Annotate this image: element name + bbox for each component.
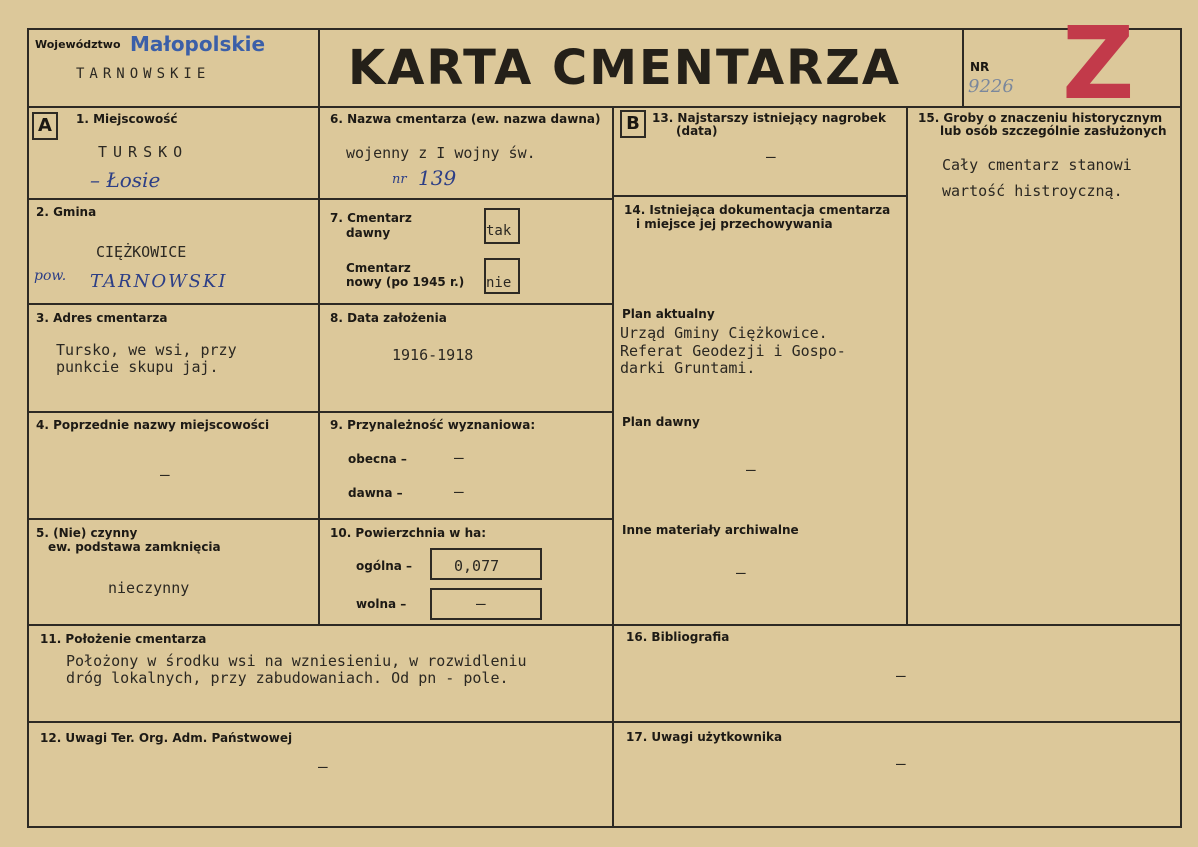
field-11-line-2: dróg lokalnych, przy zabudowaniach. Od pn - pole. [66, 669, 509, 687]
field-13-label-2: (data) [676, 124, 718, 138]
field-15-label-2: lub osób szczególnie zasłużonych [940, 124, 1167, 138]
field-7-dawny-value: tak [486, 223, 512, 239]
field-13-label-1: 13. Najstarszy istniejący nagrobek [652, 111, 886, 125]
field-3-line-2: punkcie skupu jaj. [56, 358, 219, 376]
field-16-label: 16. Bibliografia [626, 630, 730, 644]
field-10-wolna-value: – [476, 594, 486, 613]
row-divider-a2 [27, 303, 612, 305]
row-divider-a4 [27, 518, 612, 520]
field-3-line-1: Tursko, we wsi, przy [56, 341, 237, 359]
field-8-label: 8. Data założenia [330, 311, 447, 325]
field-16-value: – [896, 666, 906, 685]
wojewodztwo-stamp: Małopolskie [130, 32, 266, 56]
inne-materialy-value: – [736, 563, 746, 582]
field-15-line-1: Cały cmentarz stanowi [942, 156, 1132, 174]
nr-divider [962, 28, 964, 106]
field-6-value: wojenny z I wojny św. [346, 144, 536, 162]
col-divider-2 [612, 106, 614, 828]
field-5-value: nieczynny [108, 579, 190, 597]
frame-left [27, 28, 29, 828]
field-2-value: CIĘŻKOWICE [96, 243, 187, 261]
field-7-label-nowy-2: nowy (po 1945 r.) [346, 275, 465, 289]
field-6-hand-prefix: nr [392, 172, 407, 187]
field-2-handwritten: TARNOWSKI [90, 271, 228, 292]
field-10-wolna-box [430, 588, 542, 620]
field-8-value: 1916-1918 [392, 346, 474, 364]
frame-right [1180, 28, 1182, 828]
field-9-dawna-label: dawna – [348, 486, 403, 500]
field-14-label-1: 14. Istniejąca dokumentacja cmentarza [624, 203, 891, 217]
row-divider-bottom [27, 721, 1182, 723]
section-a-marker: A [32, 112, 58, 140]
col-divider-1 [318, 28, 320, 624]
field-11-label: 11. Położenie cmentarza [40, 632, 207, 646]
plan-dawny-value: – [746, 460, 756, 479]
field-6-handwritten: 139 [418, 166, 457, 190]
row-divider-a1 [27, 198, 612, 200]
field-7-label-dawny-2: dawny [346, 226, 391, 240]
field-14-label-2: i miejsce jej przechowywania [636, 217, 833, 231]
inne-materialy-label: Inne materiały archiwalne [622, 523, 799, 537]
row-divider-b1 [612, 195, 906, 197]
field-9-obecna-value: – [454, 448, 464, 467]
page-title: KARTA CMENTARZA [348, 40, 902, 96]
plan-aktualny-line-3: darki Gruntami. [620, 359, 756, 377]
field-17-value: – [896, 754, 906, 773]
row-divider-a3 [27, 411, 612, 413]
field-4-value: – [160, 465, 170, 484]
field-2-label: 2. Gmina [36, 205, 97, 219]
field-9-label: 9. Przynależność wyznaniowa: [330, 418, 536, 432]
field-12-label: 12. Uwagi Ter. Org. Adm. Państwowej [40, 731, 293, 745]
field-6-label: 6. Nazwa cmentarza (ew. nazwa dawna) [330, 112, 601, 126]
field-12-value: – [318, 757, 328, 776]
field-3-label: 3. Adres cmentarza [36, 311, 168, 325]
section-b-marker: B [620, 110, 646, 138]
field-4-label: 4. Poprzednie nazwy miejscowości [36, 418, 270, 432]
region-stamp: TARNOWSKIE [76, 66, 211, 82]
field-15-line-2: wartość histroyczną. [942, 182, 1123, 200]
field-7-label-dawny-1: 7. Cmentarz [330, 211, 412, 225]
frame-top [27, 28, 1182, 30]
field-13-value: – [766, 147, 776, 166]
field-9-obecna-label: obecna – [348, 452, 407, 466]
frame-bottom [27, 826, 1182, 828]
nr-value: 9226 [968, 76, 1014, 97]
field-1-label: 1. Miejscowość [76, 112, 178, 126]
field-11-line-1: Położony w środku wsi na wzniesieniu, w rozwidleniu [66, 652, 527, 670]
field-1-value: TURSKO [98, 143, 189, 161]
field-7-label-nowy-1: Cmentarz [346, 261, 411, 275]
field-10-wolna-label: wolna – [356, 597, 407, 611]
field-17-label: 17. Uwagi użytkownika [626, 730, 783, 744]
field-5-label-1: 5. (Nie) czynny [36, 526, 138, 540]
field-10-label: 10. Powierzchnia w ha: [330, 526, 487, 540]
field-2-hand-prefix: pow. [34, 268, 67, 284]
plan-dawny-label: Plan dawny [622, 415, 700, 429]
header-divider [27, 106, 1182, 108]
field-10-ogolna-label: ogólna – [356, 559, 413, 573]
nr-label: NR [970, 60, 990, 74]
field-15-label-1: 15. Groby o znaczeniu historycznym [918, 111, 1163, 125]
field-5-label-2: ew. podstawa zamknięcia [48, 540, 221, 554]
field-9-dawna-value: – [454, 482, 464, 501]
field-10-ogolna-value: 0,077 [454, 557, 500, 575]
col-divider-3 [906, 106, 908, 624]
row-divider-main [27, 624, 1182, 626]
wojewodztwo-label: Województwo [35, 38, 121, 51]
plan-aktualny-line-2: Referat Geodezji i Gospo- [620, 342, 846, 360]
red-stamp-letter: Z [1062, 5, 1135, 122]
plan-aktualny-label: Plan aktualny [622, 307, 715, 321]
field-1-handwritten: – Łosie [90, 168, 161, 192]
plan-aktualny-line-1: Urząd Gminy Ciężkowice. [620, 324, 828, 342]
field-7-nowy-value: nie [486, 275, 512, 291]
